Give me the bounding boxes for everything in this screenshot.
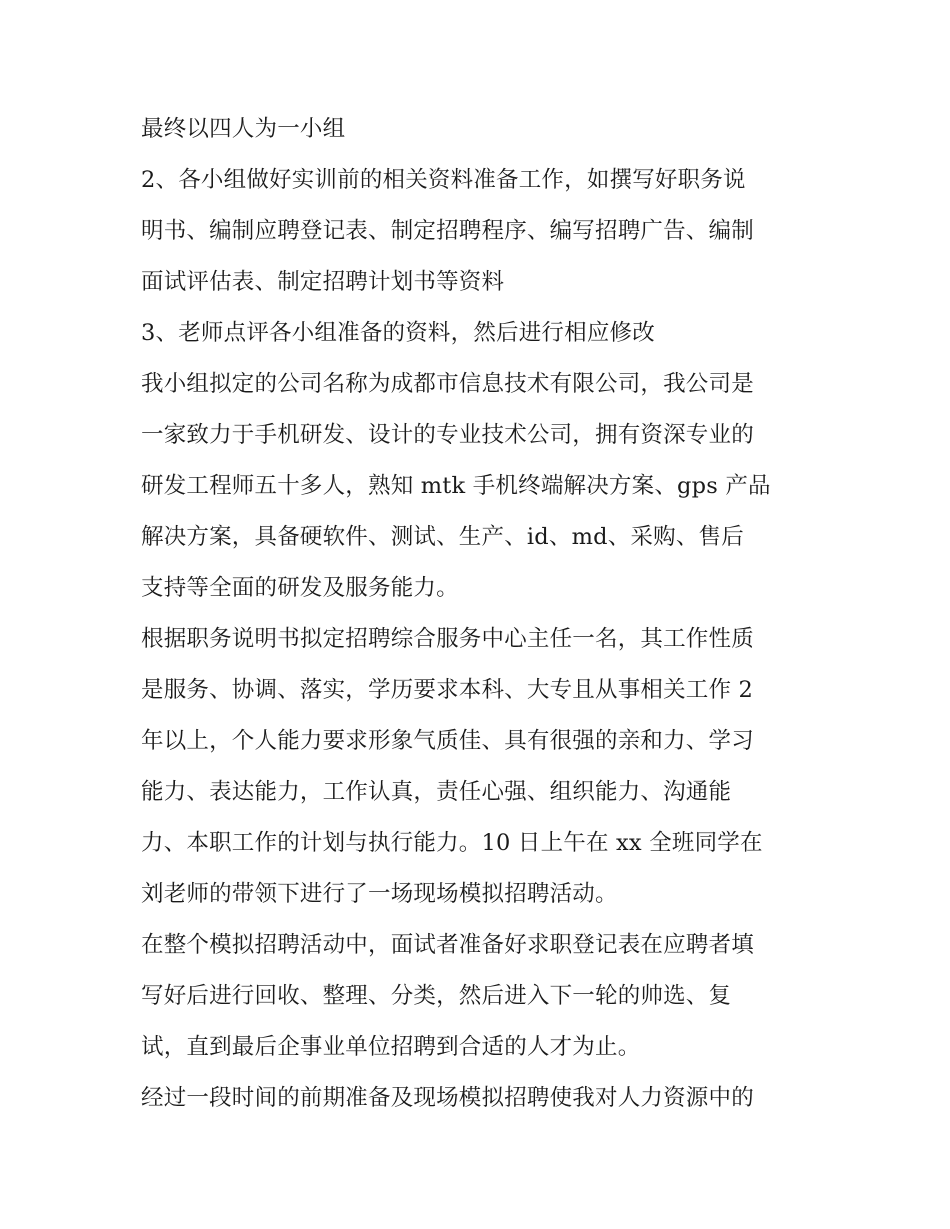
text-line-15: 力、本职工作的计划与执行能力。10 日上午在 xx 全班同学在 [141, 830, 763, 856]
text-line-13: 年以上，个人能力要求形象气质佳、具有很强的亲和力、学习 [141, 728, 754, 754]
text-line-16: 刘老师的带领下进行了一场现场模拟招聘活动。 [141, 881, 618, 907]
text-line-8: 研发工程师五十多人，熟知 mtk 手机终端解决方案、gps 产品 [141, 473, 771, 499]
text-line-7: 一家致力于手机研发、设计的专业技术公司，拥有资深专业的 [141, 422, 754, 448]
text-line-20: 经过一段时间的前期准备及现场模拟招聘使我对人力资源中的 [141, 1085, 754, 1111]
text-line-14: 能力、表达能力，工作认真，责任心强、组织能力、沟通能 [141, 779, 732, 805]
text-line-12: 是服务、协调、落实，学历要求本科、大专且从事相关工作 2 [141, 677, 754, 703]
text-line-18: 写好后进行回收、整理、分类，然后进入下一轮的帅选、复 [141, 983, 732, 1009]
text-line-5: 3、老师点评各小组准备的资料，然后进行相应修改 [141, 320, 655, 346]
text-line-17: 在整个模拟招聘活动中，面试者准备好求职登记表在应聘者填 [141, 932, 754, 958]
text-line-1: 最终以四人为一小组 [141, 116, 346, 142]
text-line-10: 支持等全面的研发及服务能力。 [141, 575, 459, 601]
text-line-9: 解决方案，具备硬软件、测试、生产、id、md、采购、售后 [141, 524, 744, 550]
text-line-4: 面试评估表、制定招聘计划书等资料 [141, 269, 505, 295]
text-line-11: 根据职务说明书拟定招聘综合服务中心主任一名，其工作性质 [141, 626, 754, 652]
text-line-3: 明书、编制应聘登记表、制定招聘程序、编写招聘广告、编制 [141, 218, 754, 244]
text-line-6: 我小组拟定的公司名称为成都市信息技术有限公司，我公司是 [141, 371, 754, 397]
text-line-19: 试，直到最后企事业单位招聘到合适的人才为止。 [141, 1034, 641, 1060]
text-line-2: 2、各小组做好实训前的相关资料准备工作，如撰写好职务说 [141, 167, 746, 193]
document-body [141, 104, 821, 1124]
